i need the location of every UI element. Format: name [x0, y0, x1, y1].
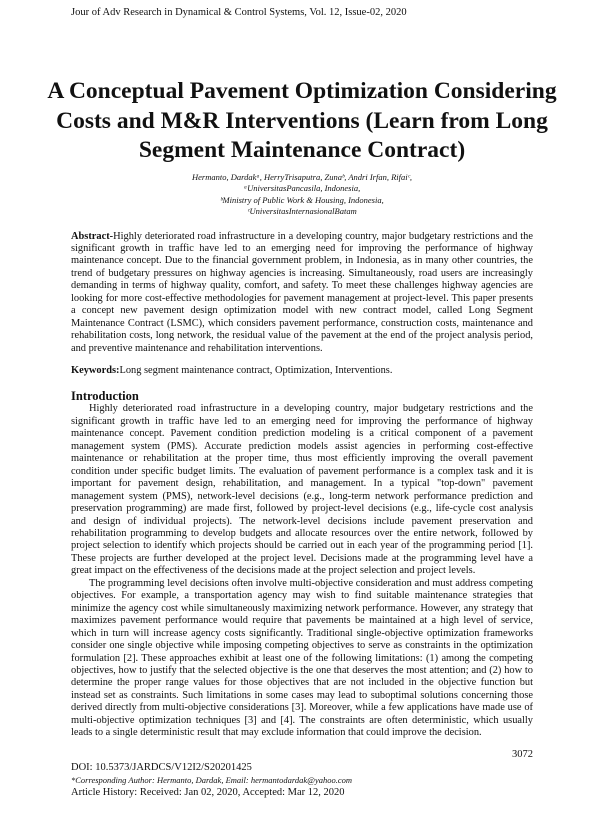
affiliation: ᶜUniversitasInternasionalBatam: [247, 206, 357, 216]
doi: DOI: 10.5373/JARDCS/V12I2/S20201425: [71, 761, 252, 773]
paper-title: A Conceptual Pavement Optimization Considering Costs and M&R Interventions (Learn from Long Segment Maintenance Contract): [47, 78, 557, 163]
intro-paragraph: The programming level decisions often involve multi-objective consideration and must address competing objectives. For example, a transportation agency may wish to find suitable maintenance strategies that minimize the agency cost while simultaneously maximizing network performance. However, any strategy that maximizes pavement performance would require that pavements be maintained at a high level of service, which in turn will increase agency costs significantly. Traditional single-objective optimization frameworks consider one single objective while imposing competing objectives to serve as constraints in the optimization formulation [2]. These approaches exhibit at least one of the following limitations: (1) among the competing objectives, how to justify that the selected objective is the one that deserves the most attention; and (2) how to determine the proper range values for those objectives that are not included in the objective function but instead set as constraints. Such limitations in some cases may lead to suboptimal solutions concerning those derived directly from multi-objective considerations [3]. Moreover, while a few applications have made use of multi-objective optimization techniques [3] and [4]. The constraints are often deterministic, which usually leads to a single deterministic result that may exclude information that could improve the decision.: [71, 577, 533, 739]
abstract-text: Highly deteriorated road infrastructure in a developing country, major budgetary restrictions and the significant growth in traffic have led to an emerging need for improving the performance of highway maintenance concept. Due to the financial government problem, in Indonesia, as in many other countries, the trend of budgetary pressures on highway agencies is increasing. Simultaneously, road users are increasingly demanding in terms of highway quality, comfort, and safety. To meet these challenges highway agencies are looking for more cost-effective methodologies for pavement management at project-level. This paper presents a concept new pavement design optimization model with new contract model, called Long Segment Maintenance Contract (LSMC), which considers pavement performance, construction costs, maintenance and rehabilitation costs, long network, the residual value of the pavement at the end of the project analysis period, and preventive maintenance and rehabilitation interventions.: [71, 230, 533, 354]
corresponding-author: *Corresponding Author: Hermanto, Dardak, Email: hermantodardak@yahoo.com: [71, 774, 353, 785]
abstract-label: Abstract-: [71, 230, 114, 242]
keywords: [71, 365, 533, 377]
affiliation: ᵇMinistry of Public Work & Housing, Indonesia,: [220, 194, 384, 205]
affiliation: ᵃUniversitasPancasila, Indonesia,: [243, 183, 361, 193]
intro-paragraph: Highly deteriorated road infrastructure in a developing country, major budgetary restrictions and the significant growth in traffic have led to an emerging need for improving the performance of highway maintenance concept. Pavement condition prediction modeling is a critical component of a pavement management system (PMS). Accurate prediction models assist agencies in performing cost-effective maintenance or rehabilitation at the proper time, thus most efficiently improving the overall pavement condition under specific budget limits. The evaluation of pavement performance is a complex task and it is important for pavement design, rehabilitation, and management. In a typical "top-down" pavement management system (PMS), network-level decisions (e.g., long-term network performance prediction and preservation programming) are made first, followed by project-level decisions (e.g., life-cycle cost analysis and design of individual projects). The network-level decisions include pavement preservation and rehabilitation programming to develop budgets and allocate resources over the entire network, followed by project selection to identify which projects should be carried out in each year of the programming period [1]. These projects are further developed at the project level. Decisions made at the programming level have a great impact on the effectiveness of the decisions made at the project selection and project levels.: [71, 403, 533, 577]
abstract: [71, 231, 533, 356]
journal-header: Jour of Adv Research in Dynamical & Control Systems, Vol. 12, Issue-02, 2020: [71, 7, 407, 18]
authors: Hermanto, Dardakᵃ, HerryTrisaputra, Zunaᵇ, Andri Irfan, Rifaiᶜ,: [192, 171, 412, 182]
keywords-text: Long segment maintenance contract, Optimization, Interventions.: [119, 365, 393, 377]
page-number: 3072: [512, 748, 533, 760]
section-heading-introduction: Introduction: [71, 389, 139, 404]
paper-page: [47, 0, 557, 819]
author-block: [61, 172, 543, 218]
keywords-label: Keywords:: [71, 365, 120, 377]
article-history: Article History: Received: Jan 02, 2020, Accepted: Mar 12, 2020: [71, 786, 345, 798]
